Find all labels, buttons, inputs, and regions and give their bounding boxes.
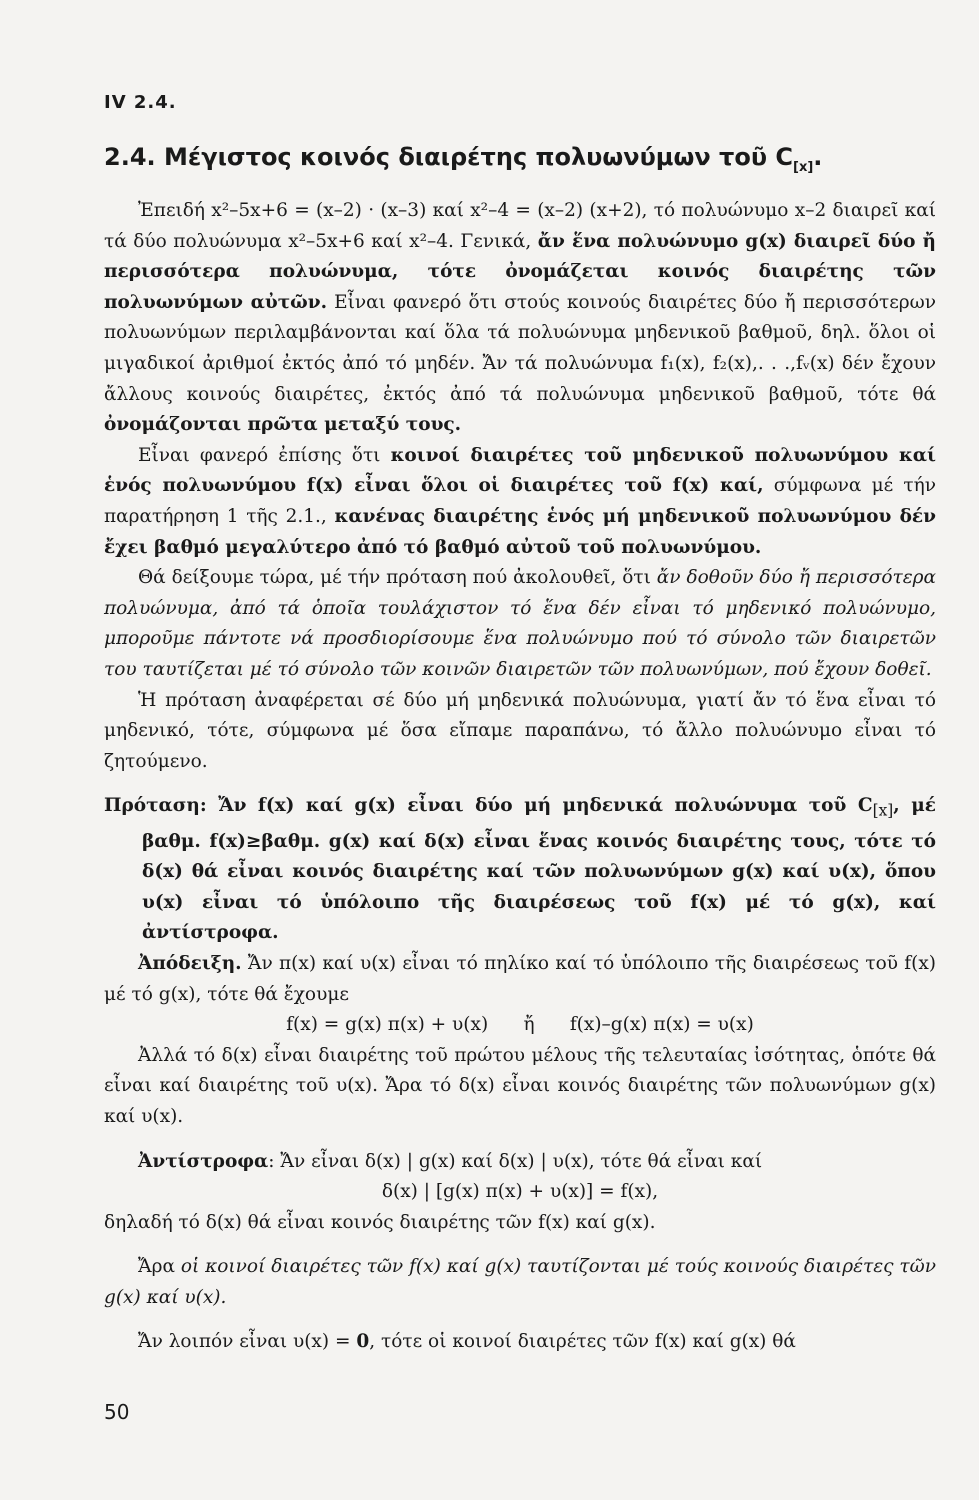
text-run: Ἄν π(x) καί υ(x) εἶναι τό πηλίκο καί τό ὑπόλοιπο τῆς διαιρέσεως τοῦ f(x) μέ τό g(x), τότε θά ἔχουμε (104, 952, 936, 1005)
proof-label: Ἀπόδειξη. (138, 952, 242, 974)
text-run: Εἶναι φανερό ὅτι στούς κοινούς διαιρέτες δύο ἤ περισσότερων πολυωνύμων περιλαμβάνονται καί ὅλα τά πολυώνυμα μηδενικοῦ βαθμοῦ, δηλ. ὅλοι οἱ μιγαδικοί ἀριθμοί ἐκτός ἀπό τό μηδέν. Ἄν τά πολυώνυμα f₁(x), f₂(x),. . .,fᵥ(x) δέν ἔχουν ἄλλους κοινούς διαιρέτες, ἐκτός ἀπό τά πολυώνυμα μηδενικοῦ βαθμοῦ, τότε θά (104, 291, 936, 405)
paragraph-statement-intro (104, 563, 936, 685)
proposition (104, 791, 936, 949)
equation-division: f(x) = g(x) π(x) + υ(x) ἤ f(x)–g(x) π(x) = υ(x) (286, 1014, 754, 1036)
text-run: δηλαδή τό δ(x) θά εἶναι κοινός διαιρέτης τῶν f(x) καί g(x). (104, 1211, 656, 1233)
italic-run: οἱ κοινοί διαιρέτες τῶν f(x) καί g(x) ταυτίζονται μέ τούς κοινούς διαιρέτες τῶν g(x) καί υ(x). (104, 1256, 936, 1308)
proposition-label: Πρόταση: (104, 795, 219, 817)
italic-run: ἄν δοθοῦν δύο ἤ περισσότερα πολυώνυμα, ἀπό τά ὁποῖα τουλάχιστον τό ἕνα δέν εἶναι τό μηδενικό πολυώνυμο, μποροῦμε πάντοτε νά προσδιορίσουμε ἕνα πολυώνυμο πού τό σύνολο τῶν διαιρετῶν του ταυτίζεται μέ τό σύνολο τῶν κοινῶν διαιρετῶν τῶν πολυωνύμων, πού ἔχουν δοθεῖ. (104, 567, 936, 680)
section-title (104, 143, 822, 175)
equation-divides: δ(x) | [g(x) π(x) + υ(x)] = f(x), (381, 1181, 659, 1203)
proof (104, 949, 936, 1010)
proposition-text: Ἄν f(x) καί g(x) εἶναι δύο μή μηδενικά πολυώνυμα τοῦ C (218, 795, 873, 817)
converse (104, 1147, 936, 1178)
running-head: IV 2.4. (104, 92, 177, 113)
converse-label: Ἀντίστροφα (138, 1150, 269, 1172)
text-run: , τότε οἱ κοινοί διαιρέτες τῶν f(x) καί g(x) θά (369, 1331, 796, 1353)
paragraph-remainder-zero (104, 1327, 936, 1358)
definition-bold: ἄν ἕνα πολυώνυμο g(x) διαιρεῖ δύο ἤ περισσότερα πολυώνυμα, τότε ὀνομάζεται κοινός διαιρέτης τῶν πολυωνύμων αὐτῶν. (104, 230, 936, 313)
text-run: Ἀλλά τό δ(x) εἶναι διαιρέτης τοῦ πρώτου μέλους τῆς τελευταίας ἰσότητας, ὁπότε θά εἶναι καί διαιρέτης τοῦ υ(x). Ἄρα τό δ(x) εἶναι κοινός διαιρέτης τῶν πολυωνύμων g(x) καί υ(x). (104, 1044, 936, 1127)
section-title-end: . (813, 143, 823, 171)
coprime-bold: ὀνομάζονται πρῶτα μεταξύ τους. (104, 414, 462, 436)
body-text (104, 196, 936, 1358)
text-run: Ἄν λοιπόν εἶναι υ(x) = (138, 1331, 357, 1353)
proposition-text: , μέ βαθμ. f(x)≥βαθμ. g(x) καί δ(x) εἶναι ἕνας κοινός διαιρέτης τους, τότε τό δ(x) θά εἶναι κοινός διαιρέτης καί τῶν πολυωνύμων g(x) καί υ(x), ὅπου υ(x) εἶναι τό ὑπόλοιπο τῆς διαιρέσεως τοῦ f(x) μέ τό g(x), καί ἀντίστροφα. (142, 795, 936, 944)
converse-conclusion (104, 1208, 936, 1239)
text-run: Θά δείξουμε τώρα, μέ τήν πρόταση πού ἀκολουθεῖ, ὅτι (138, 567, 657, 589)
page-number: 50 (104, 1400, 130, 1424)
text-run: Ἐπειδή x²–5x+6 = (x–2) · (x–3) καί x²–4 = (x–2) (x+2), τό πολυώνυμο x–2 διαιρεῖ καί τά δύο πολυώνυμα x²–5x+6 καί x²–4. Γενικά, (104, 200, 936, 252)
section-title-subscript: [x] (793, 159, 814, 175)
bold-run: 0 (356, 1331, 370, 1353)
text-run: Ἄρα (138, 1256, 181, 1278)
text-run: Εἶναι φανερό ἐπίσης ὅτι (138, 444, 391, 466)
bold-run: κανένας διαιρέτης ἑνός μή μηδενικοῦ πολυωνύμου δέν ἔχει βαθμό μεγαλύτερο ἀπό τό βαθμό αὐτοῦ τοῦ πολυωνύμου. (104, 505, 936, 558)
paragraph-zero-polynomial (104, 441, 936, 563)
bold-run: κοινοί διαιρέτες τοῦ μηδενικοῦ πολυωνύμου καί ἑνός πολυωνύμου f(x) εἶναι ὅλοι οἱ διαιρέτες τοῦ f(x) καί, (104, 444, 936, 497)
text-run: σύμφωνα μέ τήν παρατήρηση 1 τῆς 2.1., (104, 475, 936, 527)
text-run: Ἡ πρόταση ἀναφέρεται σέ δύο μή μηδενικά πολυώνυμα, γιατί ἄν τό ἕνα εἶναι τό μηδενικό, τότε, σύμφωνα μέ ὅσα εἴπαμε παραπάνω, τό ἄλλο πολυώνυμο εἶναι τό ζητούμενο. (104, 689, 936, 772)
text-run: : Ἄν εἶναι δ(x) | g(x) καί δ(x) | υ(x), τότε θά εἶναι καί (268, 1150, 763, 1172)
paragraph-conclusion (104, 1252, 936, 1313)
section-title-text: 2.4. Μέγιστος κοινός διαιρέτης πολυωνύμων τοῦ C (104, 143, 794, 171)
proof-continued (104, 1041, 936, 1133)
paragraph-remark (104, 686, 936, 778)
proposition-subscript: [x] (872, 801, 894, 820)
paragraph-common-divisor-definition (104, 196, 936, 441)
